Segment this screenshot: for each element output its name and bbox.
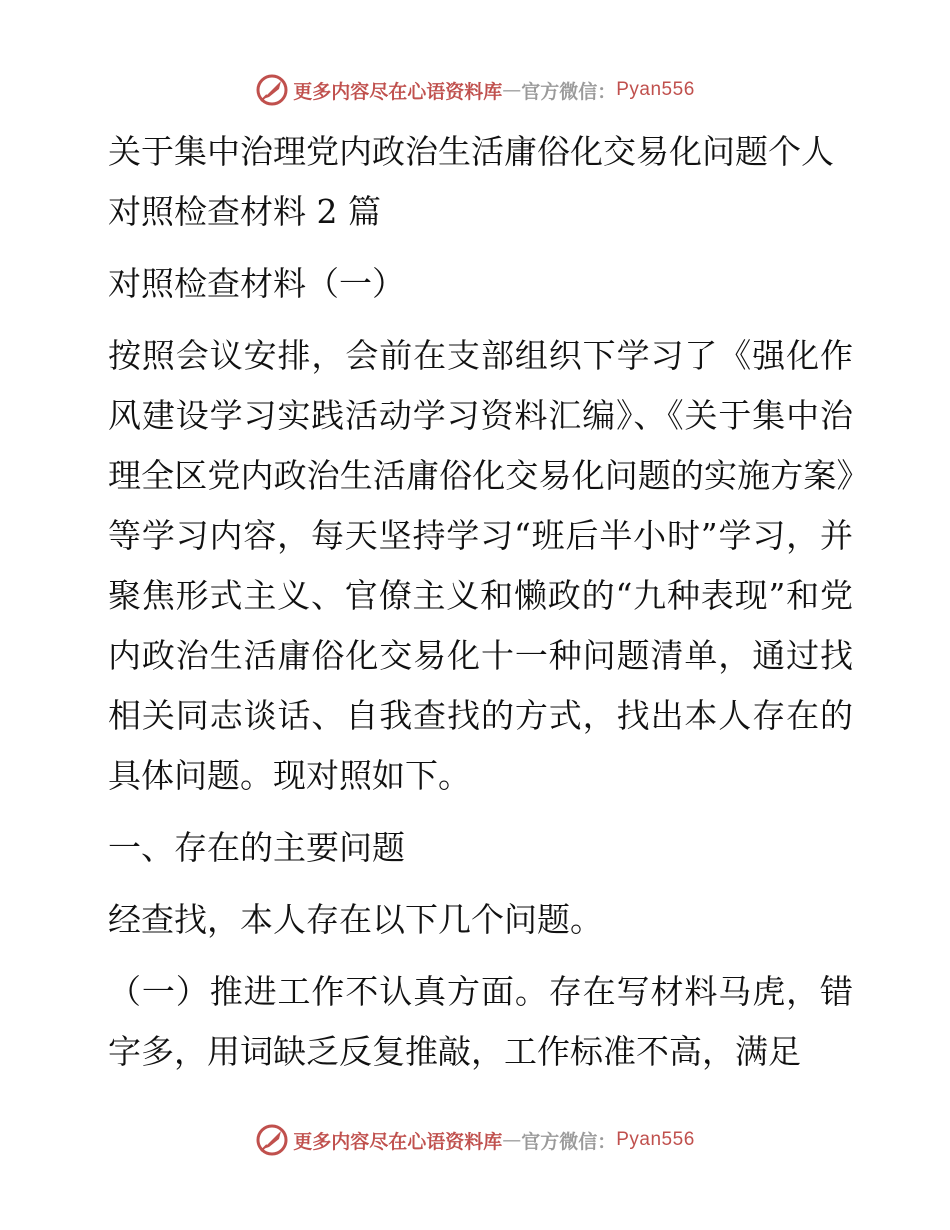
watermark-wechat-id: Pyan556 [616,1129,695,1150]
section-heading: 一、存在的主要问题 [108,828,405,867]
intro-paragraph: 按照会议安排，会前在支部组织下学习了《强化作风建设学习实践活动学习资料汇编》、《关于集中治理全区党内政治生活庸俗化交易化问题的实施方案》等学习内容，每天坚持学习“班后半小时”学习，并聚焦形式主义、官僚主义和懒政的“九种表现”和党内政治生活庸俗化交易化十一种问题清单，通过找相关同志谈话、自我查找的方式，找出本人存在的具体问题。现对照如下。 [108,336,853,795]
document-title: 关于集中治理党内政治生活庸俗化交易化问题个人对照检查材料 2 篇 [108,132,834,231]
footer-watermark [0,1118,950,1162]
problem-item-1: （一）推进工作不认真方面。存在写材料马虎，错字多，用词缺乏反复推敲，工作标准不高，满足 [108,972,853,1071]
document-body [98,122,853,1082]
watermark-wechat-id: Pyan556 [616,79,695,100]
watermark-brand: 更多内容尽在心语资料库 [293,1130,503,1153]
watermark-separator: — [502,1129,522,1151]
watermark-separator: — [502,79,522,101]
watermark-label: 官方微信： [521,80,617,103]
quill-seal-icon [255,1123,289,1157]
watermark-label: 官方微信： [521,1130,617,1153]
quill-seal-icon [255,73,289,107]
header-watermark [0,68,950,112]
section-lead: 经查找，本人存在以下几个问题。 [108,900,603,939]
watermark-brand: 更多内容尽在心语资料库 [293,80,503,103]
document-subtitle: 对照检查材料（一） [108,264,405,303]
